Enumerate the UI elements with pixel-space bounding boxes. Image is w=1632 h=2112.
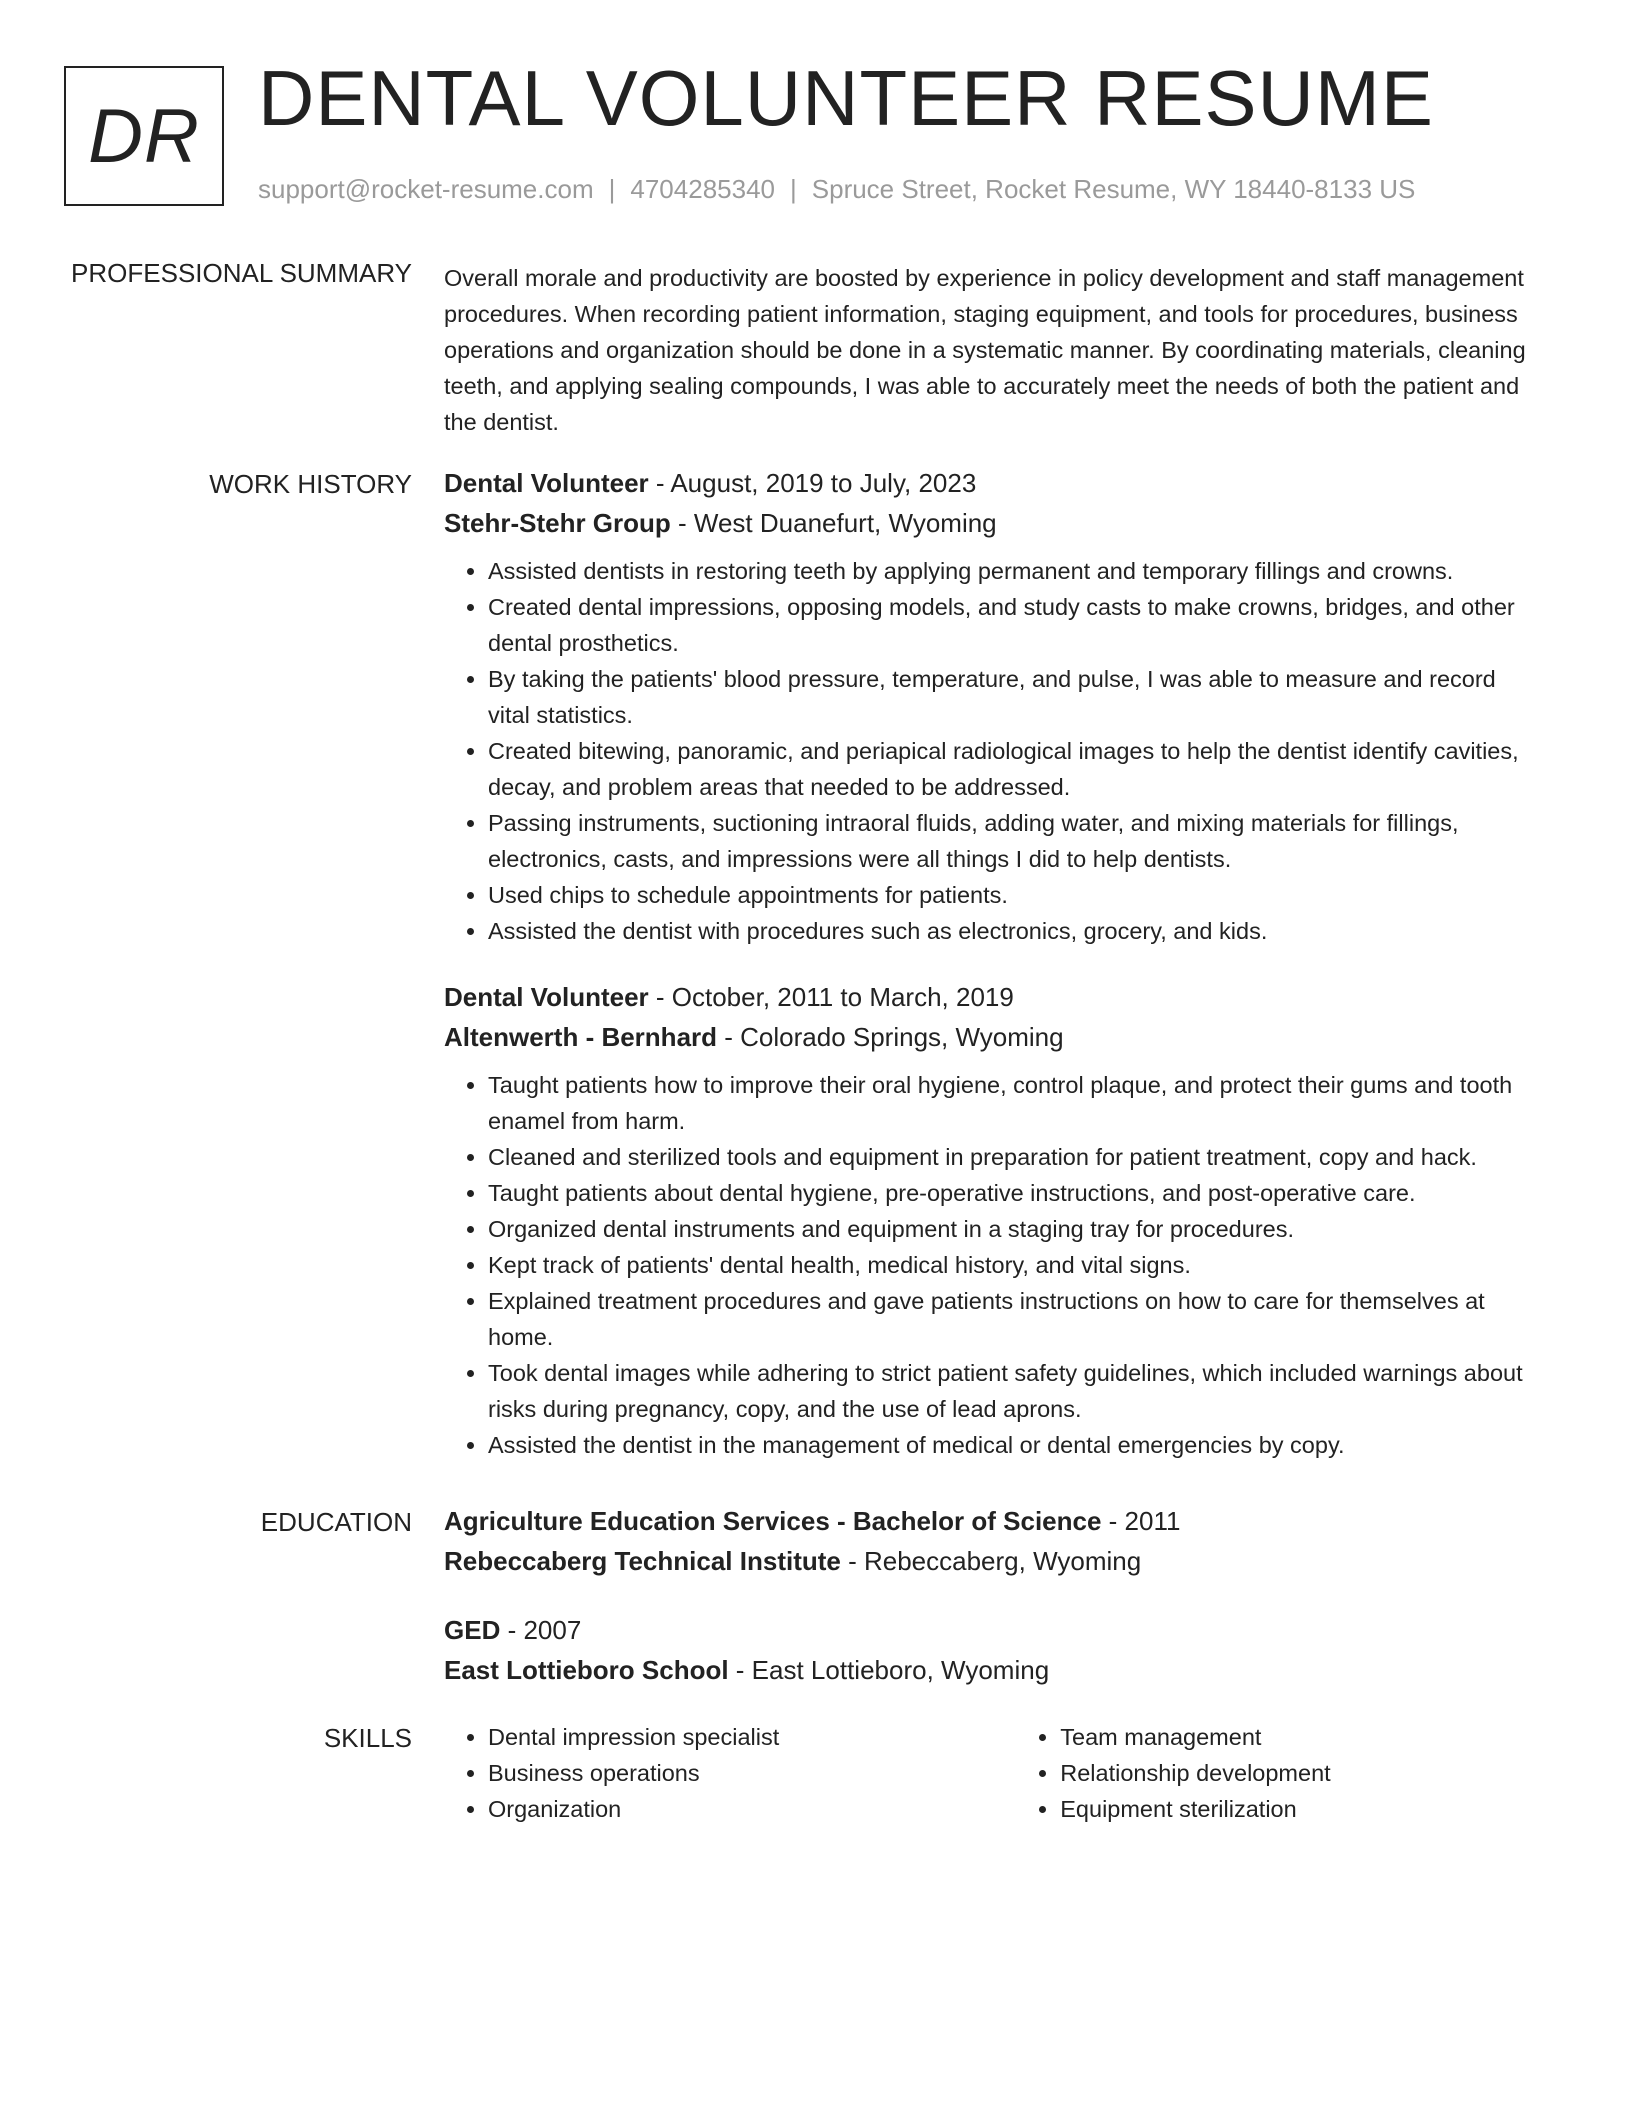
degree-line: [444, 1501, 1544, 1541]
job-bullet: • Assisted the dentist with procedures such as electronics, grocery, and kids.: [488, 913, 1544, 949]
skill-item: • Equipment sterilization: [1060, 1791, 1544, 1827]
school-location: - East Lottieboro, Wyoming: [728, 1655, 1050, 1685]
job-bullet: • Cleaned and sterilized tools and equipment in preparation for patient treatment, copy and hack.: [488, 1139, 1544, 1175]
skill-item: • Team management: [1060, 1719, 1544, 1755]
job-company: Altenwerth - Bernhard: [444, 1022, 718, 1052]
skills-columns: [444, 1719, 1544, 1827]
job-bullet: • Taught patients how to improve their oral hygiene, control plaque, and protect their gums and tooth enamel from harm.: [488, 1067, 1544, 1139]
education-entry: [444, 1501, 1544, 1581]
school-line: [444, 1650, 1544, 1690]
monogram-logo: DR: [64, 66, 224, 206]
resume-title: DENTAL VOLUNTEER RESUME: [258, 54, 1434, 142]
job-bullet: • Kept track of patients' dental health, medical history, and vital signs.: [488, 1247, 1544, 1283]
section-label: EDUCATION: [260, 1507, 412, 1537]
degree-year: - 2011: [1101, 1506, 1181, 1536]
school-line: [444, 1541, 1544, 1581]
skill-item: • Dental impression specialist: [488, 1719, 1016, 1755]
job-bullet: • Organized dental instruments and equipment in a staging tray for procedures.: [488, 1211, 1544, 1247]
school: East Lottieboro School: [444, 1655, 729, 1685]
job-entry: [444, 977, 1544, 1463]
section-label: WORK HISTORY: [209, 469, 412, 499]
job-bullets: [444, 1067, 1544, 1463]
job-bullet: • Assisted dentists in restoring teeth by applying permanent and temporary fillings and crowns.: [488, 553, 1544, 589]
section-body: [444, 463, 1544, 1463]
degree: GED: [444, 1615, 501, 1645]
job-bullet: • Created dental impressions, opposing models, and study casts to make crowns, bridges, and other dental prosthetics.: [488, 589, 1544, 661]
section-body: [444, 260, 1544, 440]
degree-line: [444, 1610, 1544, 1650]
job-bullet: • Explained treatment procedures and gave patients instructions on how to care for themselves at home.: [488, 1283, 1544, 1355]
section-body: [444, 1501, 1544, 1690]
job-bullets: [444, 553, 1544, 949]
contact-separator: |: [790, 174, 797, 204]
job-bullet: • Created bitewing, panoramic, and periapical radiological images to help the dentist identify cavities, decay, and problem areas that needed to be addressed.: [488, 733, 1544, 805]
contact-separator: |: [608, 174, 616, 204]
job-bullet: • Passing instruments, suctioning intraoral fluids, adding water, and mixing materials for fillings, electronics, casts, and impressions were all things I did to help dentists.: [488, 805, 1544, 877]
job-entry: [444, 463, 1544, 949]
job-title: Dental Volunteer: [444, 468, 649, 498]
job-location: - Colorado Springs, Wyoming: [717, 1022, 1064, 1052]
job-dates: - October, 2011 to March, 2019: [648, 982, 1014, 1012]
contact-line: [258, 174, 1415, 205]
job-dates: - August, 2019 to July, 2023: [648, 468, 977, 498]
job-bullet: • Took dental images while adhering to strict patient safety guidelines, which included warnings about risks during pregnancy, copy, and the use of lead aprons.: [488, 1355, 1544, 1427]
job-bullet: • Assisted the dentist in the management of medical or dental emergencies by copy.: [488, 1427, 1544, 1463]
degree: Agriculture Education Services - Bachelor of Science: [444, 1506, 1102, 1536]
section-label: SKILLS: [323, 1723, 412, 1753]
skill-item: • Organization: [488, 1791, 1016, 1827]
section-body: [444, 1719, 1544, 1827]
school-location: - Rebeccaberg, Wyoming: [840, 1546, 1142, 1576]
degree-year: - 2007: [500, 1615, 582, 1645]
section-label: PROFESSIONAL SUMMARY: [71, 258, 412, 288]
job-company: Stehr-Stehr Group: [444, 508, 671, 538]
job-bullet: • Taught patients about dental hygiene, pre-operative instructions, and post-operative care.: [488, 1175, 1544, 1211]
education-entry: [444, 1610, 1544, 1690]
job-company-line: [444, 1017, 1544, 1057]
skills-list-left: [444, 1719, 1016, 1827]
skills-list-right: [1016, 1719, 1544, 1827]
job-bullet: • By taking the patients' blood pressure, temperature, and pulse, I was able to measure and record vital statistics.: [488, 661, 1544, 733]
job-title: Dental Volunteer: [444, 982, 649, 1012]
school: Rebeccaberg Technical Institute: [444, 1546, 841, 1576]
job-title-line: [444, 463, 1544, 503]
skill-item: • Relationship development: [1060, 1755, 1544, 1791]
job-title-line: [444, 977, 1544, 1017]
contact-email[interactable]: support@rocket-resume.com: [258, 174, 594, 204]
job-company-line: [444, 503, 1544, 543]
contact-address: Spruce Street, Rocket Resume, WY 18440-8133 US: [811, 174, 1416, 204]
job-bullet: • Used chips to schedule appointments for patients.: [488, 877, 1544, 913]
job-location: - West Duanefurt, Wyoming: [670, 508, 997, 538]
summary-text: Overall morale and productivity are boosted by experience in policy development and staff management procedures. When recording patient information, staging equipment, and tools for procedures, business operations and organization should be done in a systematic manner. By coordinating materials, cleaning teeth, and applying sealing compounds, I was able to accurately meet the needs of both the patient and the dentist.: [444, 265, 1526, 435]
contact-phone[interactable]: 4704285340: [630, 174, 775, 204]
skill-item: • Business operations: [488, 1755, 1016, 1791]
